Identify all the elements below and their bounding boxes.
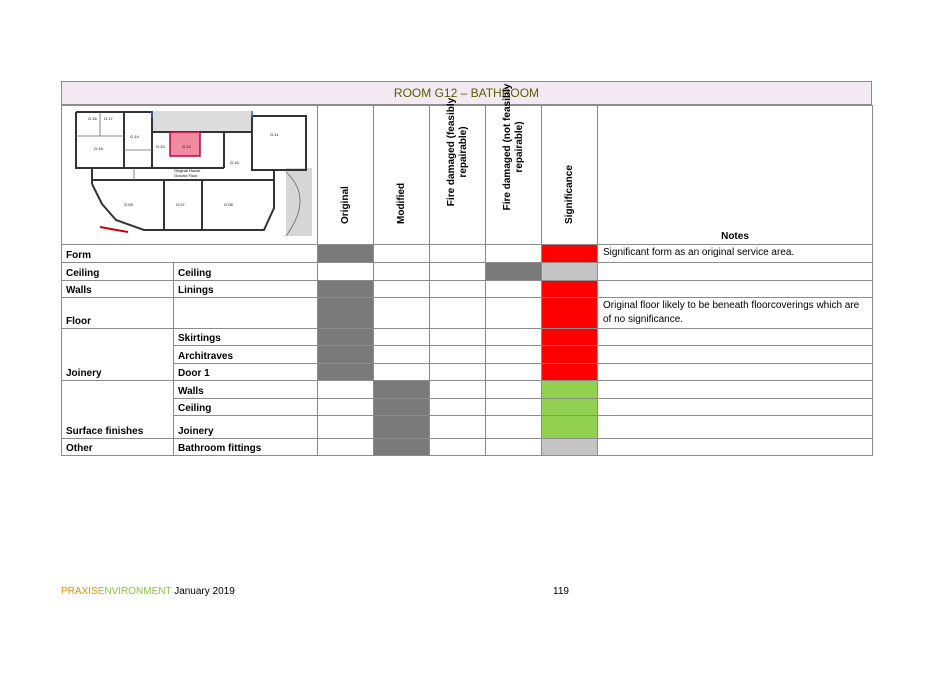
cell-architraves-original <box>318 346 374 364</box>
note-door <box>598 364 873 381</box>
cell-skirtings-original <box>318 329 374 346</box>
cell-surface-ceiling-significance <box>542 399 598 416</box>
header-notes: Notes <box>598 106 873 245</box>
header-row <box>62 106 873 245</box>
row-surface-joinery <box>62 416 873 439</box>
svg-text:G.15: G.15 <box>94 146 103 151</box>
cell-surface-walls-original <box>318 381 374 399</box>
floor-plan-cell <box>62 106 318 245</box>
row-surface-ceiling <box>62 399 873 416</box>
cell-walls-significance <box>542 281 598 298</box>
cell-form-significance <box>542 245 598 263</box>
cell-surface-joinery-fire-not-feasible <box>486 416 542 439</box>
footer-brand <box>61 586 235 597</box>
svg-text:G.08: G.08 <box>224 202 233 207</box>
row-label-floor: Floor <box>62 298 174 329</box>
cell-walls-original <box>318 281 374 298</box>
note-ceiling <box>598 263 873 281</box>
row-sub-surface-joinery: Joinery <box>174 416 318 439</box>
cell-architraves-modified <box>374 346 430 364</box>
cell-other-fire-not-feasible <box>486 439 542 456</box>
footer-date: January 2019 <box>174 586 235 597</box>
cell-surface-ceiling-fire-feasible <box>430 399 486 416</box>
cell-surface-ceiling-fire-not-feasible <box>486 399 542 416</box>
note-walls <box>598 281 873 298</box>
svg-text:G.11: G.11 <box>270 132 279 137</box>
cell-skirtings-significance <box>542 329 598 346</box>
svg-text:Ground Floor: Ground Floor <box>174 173 198 178</box>
cell-floor-fire-not-feasible <box>486 298 542 329</box>
cell-architraves-fire-feasible <box>430 346 486 364</box>
note-form: Significant form as an original service area. <box>598 245 873 263</box>
cell-ceiling-original <box>318 263 374 281</box>
cell-door-fire-not-feasible <box>486 364 542 381</box>
cell-form-original <box>318 245 374 263</box>
row-joinery-skirtings <box>62 329 873 346</box>
svg-text:G.12: G.12 <box>182 144 191 149</box>
cell-other-significance <box>542 439 598 456</box>
note-other <box>598 439 873 456</box>
brand-environment: ENVIRONMENT <box>97 586 172 597</box>
header-modified: Modified <box>374 106 430 245</box>
row-label-ceiling: Ceiling <box>62 263 174 281</box>
row-label-surface-finishes: Surface finishes <box>62 381 174 439</box>
cell-surface-walls-fire-not-feasible <box>486 381 542 399</box>
cell-form-fire-feasible <box>430 245 486 263</box>
cell-floor-fire-feasible <box>430 298 486 329</box>
cell-other-modified <box>374 439 430 456</box>
row-sub-surface-walls: Walls <box>174 381 318 399</box>
row-sub-surface-ceiling: Ceiling <box>174 399 318 416</box>
cell-architraves-significance <box>542 346 598 364</box>
cell-other-fire-feasible <box>430 439 486 456</box>
cell-other-original <box>318 439 374 456</box>
cell-skirtings-fire-feasible <box>430 329 486 346</box>
cell-surface-ceiling-original <box>318 399 374 416</box>
header-fire-feasible: Fire damaged (feasibly repairable) <box>430 106 486 245</box>
cell-door-modified <box>374 364 430 381</box>
svg-text:G.14: G.14 <box>130 134 139 139</box>
row-label-form: Form <box>62 245 318 263</box>
header-original: Original <box>318 106 374 245</box>
row-sub-floor <box>174 298 318 329</box>
svg-text:G.09: G.09 <box>124 202 133 207</box>
cell-surface-joinery-modified <box>374 416 430 439</box>
cell-floor-original <box>318 298 374 329</box>
brand-praxis: PRAXIS <box>61 586 98 597</box>
row-sub-door-1: Door 1 <box>174 364 318 381</box>
note-skirtings <box>598 329 873 346</box>
cell-skirtings-modified <box>374 329 430 346</box>
svg-text:G.17: G.17 <box>104 116 113 121</box>
row-ceiling <box>62 263 873 281</box>
cell-ceiling-fire-not-feasible <box>486 263 542 281</box>
cell-door-fire-feasible <box>430 364 486 381</box>
floor-plan-image <box>64 108 314 239</box>
cell-walls-fire-feasible <box>430 281 486 298</box>
row-joinery-door <box>62 364 873 381</box>
note-surface-joinery <box>598 416 873 439</box>
cell-surface-walls-significance <box>542 381 598 399</box>
row-surface-walls <box>62 381 873 399</box>
svg-text:G.16: G.16 <box>88 116 97 121</box>
cell-ceiling-significance <box>542 263 598 281</box>
row-sub-ceiling: Ceiling <box>174 263 318 281</box>
note-surface-walls <box>598 381 873 399</box>
row-floor <box>62 298 873 329</box>
svg-text:Original House: Original House <box>174 168 201 173</box>
assessment-table <box>61 81 872 456</box>
cell-form-fire-not-feasible <box>486 245 542 263</box>
cell-walls-fire-not-feasible <box>486 281 542 298</box>
cell-surface-joinery-fire-feasible <box>430 416 486 439</box>
header-significance: Significance <box>542 106 598 245</box>
page-number: 119 <box>553 586 569 597</box>
note-floor: Original floor likely to be beneath floorcoverings which are of no significance. <box>598 298 873 329</box>
cell-form-modified <box>374 245 430 263</box>
row-sub-bathroom-fittings: Bathroom fittings <box>174 439 318 456</box>
row-form <box>62 245 873 263</box>
cell-ceiling-modified <box>374 263 430 281</box>
row-sub-skirtings: Skirtings <box>174 329 318 346</box>
cell-surface-ceiling-modified <box>374 399 430 416</box>
row-label-other: Other <box>62 439 174 456</box>
note-surface-ceiling <box>598 399 873 416</box>
row-other <box>62 439 873 456</box>
note-architraves <box>598 346 873 364</box>
cell-skirtings-fire-not-feasible <box>486 329 542 346</box>
row-label-walls: Walls <box>62 281 174 298</box>
cell-door-original <box>318 364 374 381</box>
cell-ceiling-fire-feasible <box>430 263 486 281</box>
cell-architraves-fire-not-feasible <box>486 346 542 364</box>
svg-text:G.07: G.07 <box>176 202 185 207</box>
svg-text:G.13: G.13 <box>156 144 165 149</box>
cell-surface-walls-modified <box>374 381 430 399</box>
cell-walls-modified <box>374 281 430 298</box>
cell-surface-walls-fire-feasible <box>430 381 486 399</box>
svg-text:G.10: G.10 <box>230 160 239 165</box>
cell-floor-significance <box>542 298 598 329</box>
row-joinery-architraves <box>62 346 873 364</box>
cell-surface-joinery-original <box>318 416 374 439</box>
cell-floor-modified <box>374 298 430 329</box>
row-sub-architraves: Architraves <box>174 346 318 364</box>
header-fire-not-feasible: Fire damaged (not feasibly repairable) <box>486 106 542 245</box>
cell-door-significance <box>542 364 598 381</box>
room-title: ROOM G12 – BATHROOM <box>61 81 872 105</box>
row-label-joinery: Joinery <box>62 329 174 381</box>
row-sub-linings: Linings <box>174 281 318 298</box>
row-walls <box>62 281 873 298</box>
cell-surface-joinery-significance <box>542 416 598 439</box>
